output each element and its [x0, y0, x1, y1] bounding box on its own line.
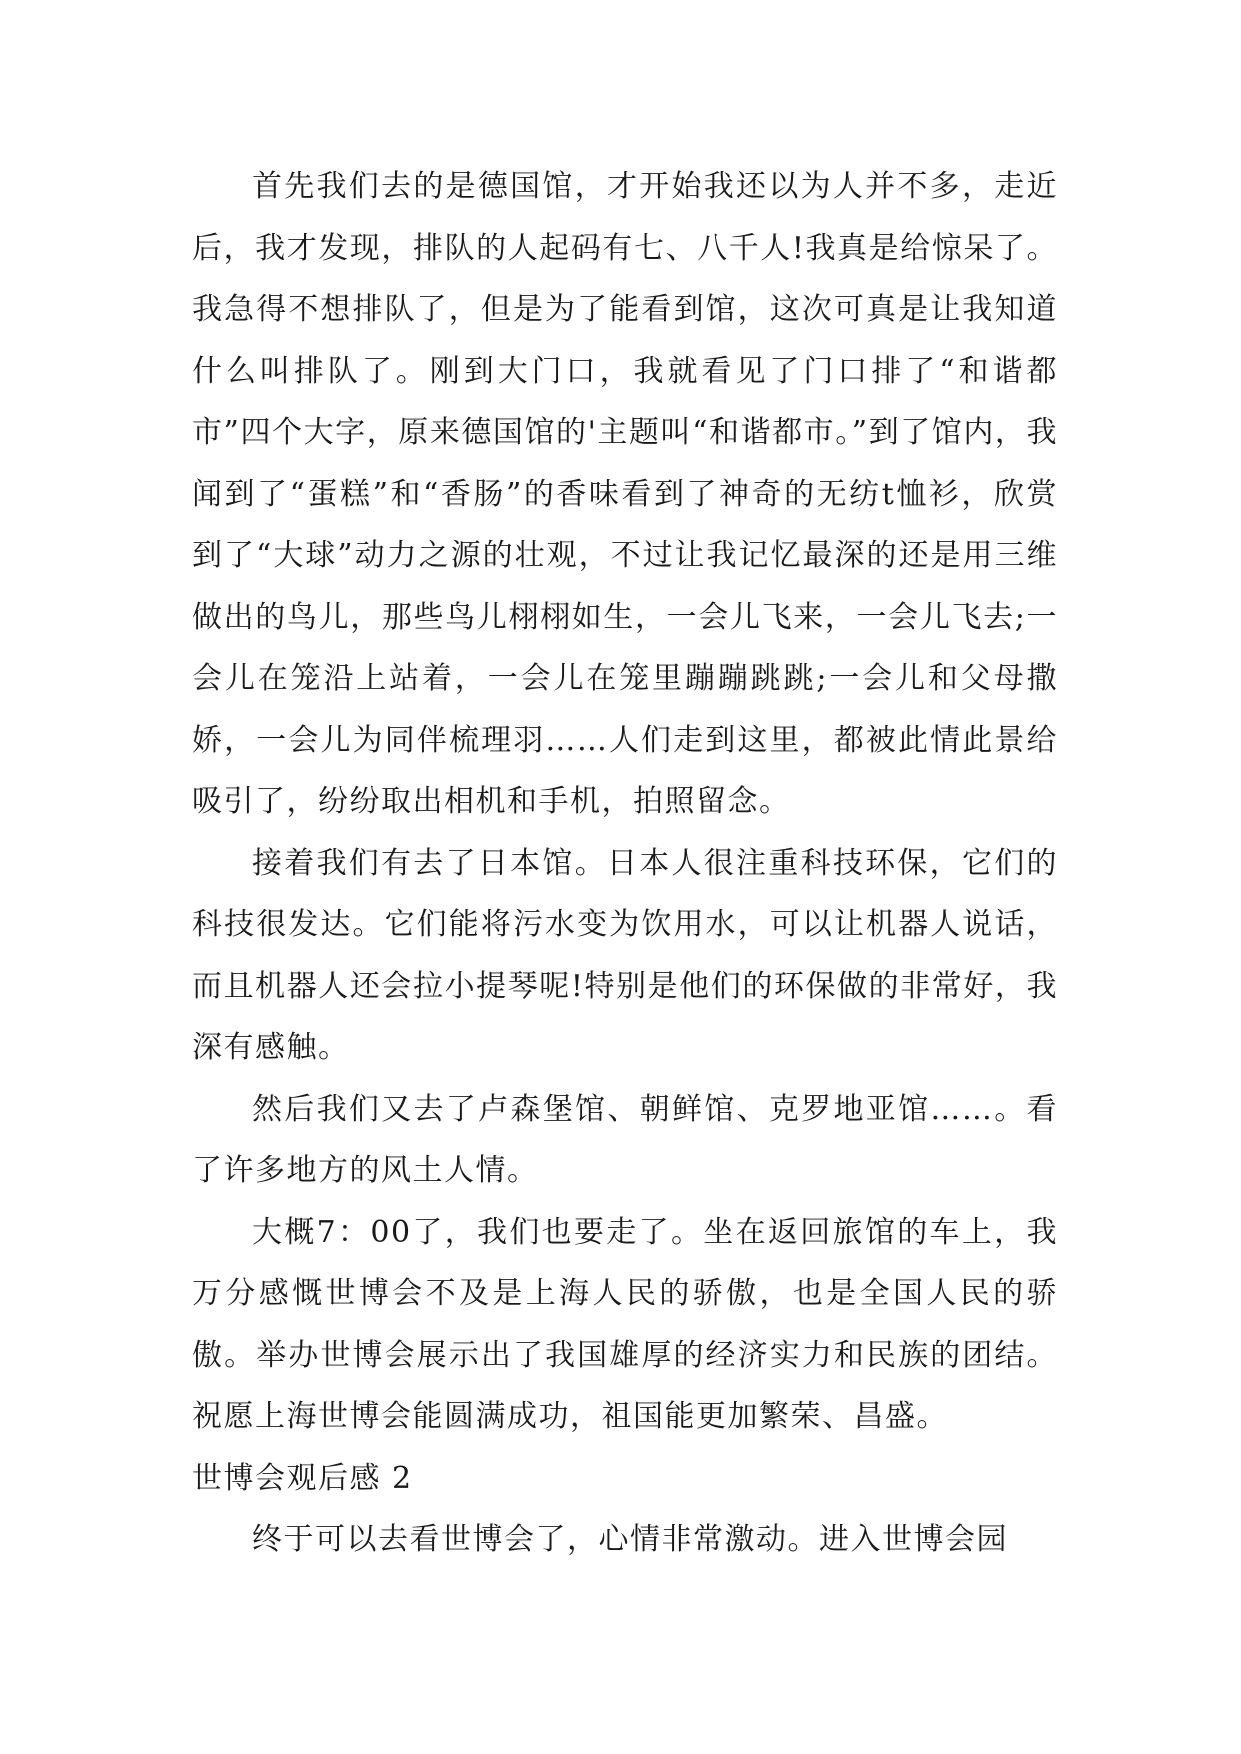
document-body: [192, 156, 1058, 1571]
paragraph-essay-2-start: 终于可以去看世博会了，心情非常激动。进入世博会园: [252, 1522, 1008, 1557]
section-title: 世博会观后感 2: [192, 1460, 413, 1496]
paragraph-other-pavilions: 然后我们又去了卢森堡馆、朝鲜馆、克罗地亚馆……。看了许多地方的风土人情。: [192, 1091, 1058, 1188]
paragraph-japan-pavilion: 接着我们有去了日本馆。日本人很注重科技环保，它们的科技很发达。它们能将污水变为饮用水，可以让机器人说话，而且机器人还会拉小提琴呢!特别是他们的环保做的非常好，我深有感触。: [192, 845, 1058, 1065]
paragraph-german-pavilion: 首先我们去的是德国馆，才开始我还以为人并不多，走近后，我才发现，排队的人起码有七、八千人!我真是给惊呆了。我急得不想排队了，但是为了能看到馆，这次可真是让我知道什么叫排队了。刚到大门口，我就看见了门口排了“和谐都市”四个大字，原来德国馆的'主题叫“和谐都市。”到了馆内，我闻到了“蛋糕”和“香肠”的香味看到了神奇的无纺t恤衫，欣赏到了“大球”动力之源的壮观，不过让我记忆最深的还是用三维做出的鸟儿，那些鸟儿栩栩如生，一会儿飞来，一会儿飞去;一会儿在笼沿上站着，一会儿在笼里蹦蹦跳跳;一会儿和父母撒娇，一会儿为同伴梳理羽……人们走到这里，都被此情此景给吸引了，纷纷取出相机和手机，拍照留念。: [192, 169, 1058, 819]
paragraph-conclusion: 大概7：00了，我们也要走了。坐在返回旅馆的车上，我万分感慨世博会不及是上海人民的骄傲，也是全国人民的骄傲。举办世博会展示出了我国雄厚的经济实力和民族的团结。祝愿上海世博会能圆满成功，祖国能更加繁荣、昌盛。: [192, 1214, 1058, 1434]
